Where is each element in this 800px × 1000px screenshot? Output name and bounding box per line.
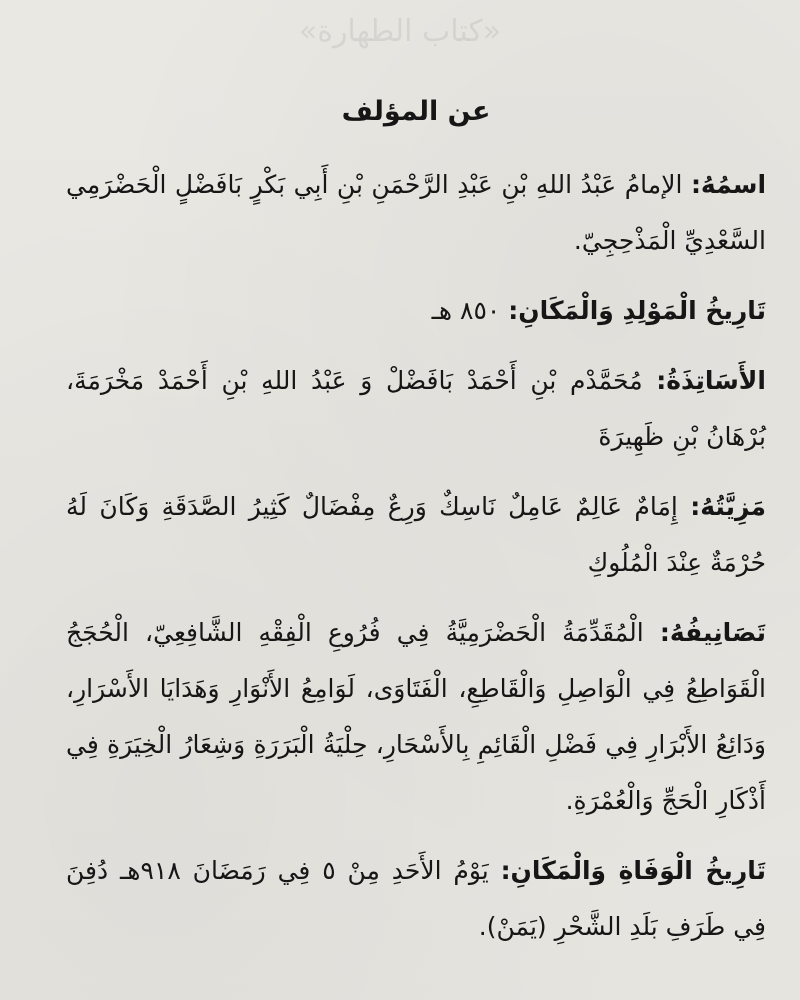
page-title: عن المؤلف <box>341 96 491 127</box>
section-text: ٨٥٠ هـ <box>431 296 501 325</box>
section-works <box>66 605 766 829</box>
section-death <box>66 843 766 955</box>
section-label: تَصَانِيفُهُ: <box>659 618 766 647</box>
section-label: تَارِيخُ الْوَفَاةِ وَالْمَكَانِ: <box>500 856 766 885</box>
section-label: الأَسَاتِذَةُ: <box>656 366 766 395</box>
section-name <box>66 157 766 269</box>
section-label: تَارِيخُ الْمَوْلِدِ وَالْمَكَانِ: <box>508 296 766 325</box>
page-content <box>66 96 766 969</box>
section-birth <box>66 283 766 339</box>
bleed-through-header: «كتاب الطهارة» <box>298 14 502 49</box>
section-text: يَوْمُ الأَحَدِ مِنْ ٥ فِي رَمَضَانَ ٩١٨هـ دُفِنَ فِي طَرَفِ بَلَدِ الشَّحْرِ (يَمَنْ). <box>66 856 766 941</box>
section-text: الْمُقَدِّمَةُ الْحَضْرَمِيَّةُ فِي فُرُوعِ الْفِقْهِ الشَّافِعِيّ، الْحُجَجُ الْقَوَاطِعُ فِي الْوَاصِلِ وَالْقَاطِعِ، الْفَتَاوَى، لَوَامِعُ الأَنْوَارِ وَهَدَايَا الأَسْرَارِ، وَدَائِعُ الأَبْرَارِ فِي فَضْلِ الْقَائِمِ بِالأَسْحَارِ، حِلْيَةُ الْبَرَرَةِ وَشِعَارُ الْخِيَرَةِ فِي أَذْكَارِ الْحَجِّ وَالْعُمْرَةِ. <box>66 618 766 815</box>
section-text: مُحَمَّدْم بْنِ أَحْمَدْ بَافَضْلْ وَ عَبْدُ اللهِ بْنِ أَحْمَدْ مَخْرَمَةَ، بُرْهَانُ بْنِ ظَهِيرَةَ <box>66 366 766 451</box>
section-text: إِمَامٌ عَالِمٌ عَامِلٌ نَاسِكٌ وَرِعٌ مِفْضَالٌ كَثِيرُ الصَّدَقَةِ وَكَانَ لَهُ حُرْمَةٌ عِنْدَ الْمُلُوكِ <box>66 492 766 577</box>
section-label: اسمُهُ: <box>690 170 767 199</box>
section-text: الإمامُ عَبْدُ اللهِ بْنِ عَبْدِ الرَّحْمَنِ بْنِ أَبِي بَكْرٍ بَافَضْلٍ الْحَضْرَمِي السَّعْدِيِّ الْمَذْحِجِيّ. <box>66 170 766 255</box>
section-teachers <box>66 353 766 465</box>
section-virtues <box>66 479 766 591</box>
section-label: مَزِيَّتُهُ: <box>690 492 766 521</box>
